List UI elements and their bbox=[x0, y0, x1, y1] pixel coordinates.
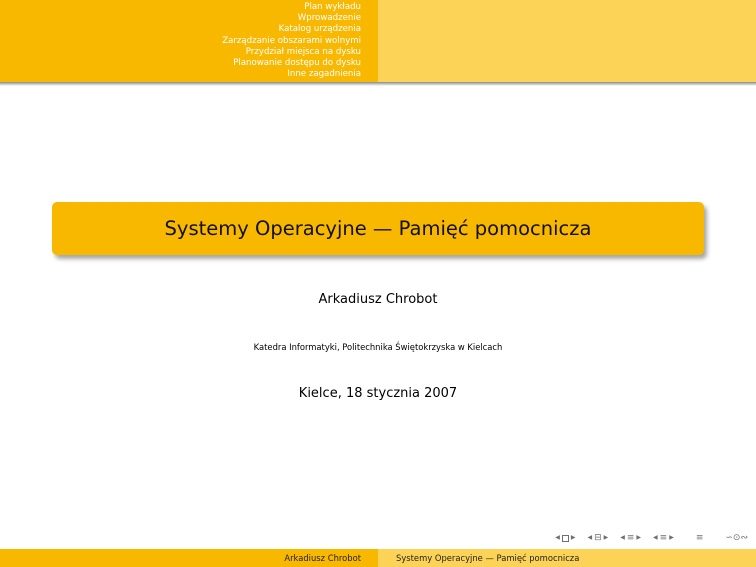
author-name: Arkadiusz Chrobot bbox=[318, 292, 438, 307]
nav-item-planowanie-dostepu[interactable]: Planowanie dostępu do dysku bbox=[233, 58, 361, 69]
next-subsection-arrow-icon[interactable]: ▶ bbox=[636, 534, 642, 541]
frame-icon[interactable]: ⊟ bbox=[594, 533, 602, 543]
institute-name: Katedra Informatyki, Politechnika Świętokrzyska w Kielcach bbox=[253, 342, 503, 352]
footer-title: Systemy Operacyjne — Pamięć pomocnicza bbox=[378, 549, 756, 567]
nav-item-przydzial-miejsca[interactable]: Przydział miejsca na dysku bbox=[245, 46, 361, 57]
header-bar bbox=[0, 0, 756, 82]
header-shadow bbox=[0, 82, 756, 86]
presentation-date: Kielce, 18 stycznia 2007 bbox=[298, 386, 458, 401]
search-icon[interactable]: ∽⊙∾ bbox=[725, 533, 748, 543]
header-left-panel bbox=[0, 0, 378, 82]
prev-subsection-arrow-icon[interactable]: ◀ bbox=[620, 534, 625, 541]
slide-icon[interactable] bbox=[562, 535, 569, 542]
nav-item-inne-zagadnienia[interactable]: Inne zagadnienia bbox=[287, 69, 361, 80]
prev-section-arrow-icon[interactable]: ◀ bbox=[653, 534, 658, 541]
section-icon[interactable]: ≡ bbox=[659, 533, 668, 543]
beamer-navigation-symbols bbox=[555, 531, 748, 545]
prev-frame-arrow-icon[interactable]: ◀ bbox=[587, 534, 593, 541]
header-right-panel bbox=[378, 0, 756, 82]
nav-item-wprowadzenie[interactable]: Wprowadzenie bbox=[297, 13, 361, 24]
prev-slide-arrow-icon[interactable]: ◀ bbox=[555, 534, 560, 541]
nav-item-zarzadzanie-obszarami[interactable]: Zarządzanie obszarami wolnymi bbox=[222, 35, 361, 46]
section-navigation bbox=[222, 2, 361, 80]
footer-author: Arkadiusz Chrobot bbox=[0, 549, 378, 567]
footer-bar bbox=[0, 549, 756, 567]
nav-item-katalog-urzadzenia[interactable]: Katalog urządzenia bbox=[278, 24, 361, 35]
title-block bbox=[52, 202, 704, 255]
next-frame-arrow-icon[interactable]: ▶ bbox=[603, 534, 609, 541]
align-icon[interactable]: ≡ bbox=[695, 533, 704, 543]
presentation-title: Systemy Operacyjne — Pamięć pomocnicza bbox=[164, 217, 592, 240]
next-slide-arrow-icon[interactable]: ▶ bbox=[570, 534, 576, 541]
nav-item-plan-wykladu[interactable]: Plan wykładu bbox=[304, 2, 361, 12]
subsection-icon[interactable]: ≡ bbox=[626, 533, 635, 543]
next-section-arrow-icon[interactable]: ▶ bbox=[669, 534, 674, 541]
